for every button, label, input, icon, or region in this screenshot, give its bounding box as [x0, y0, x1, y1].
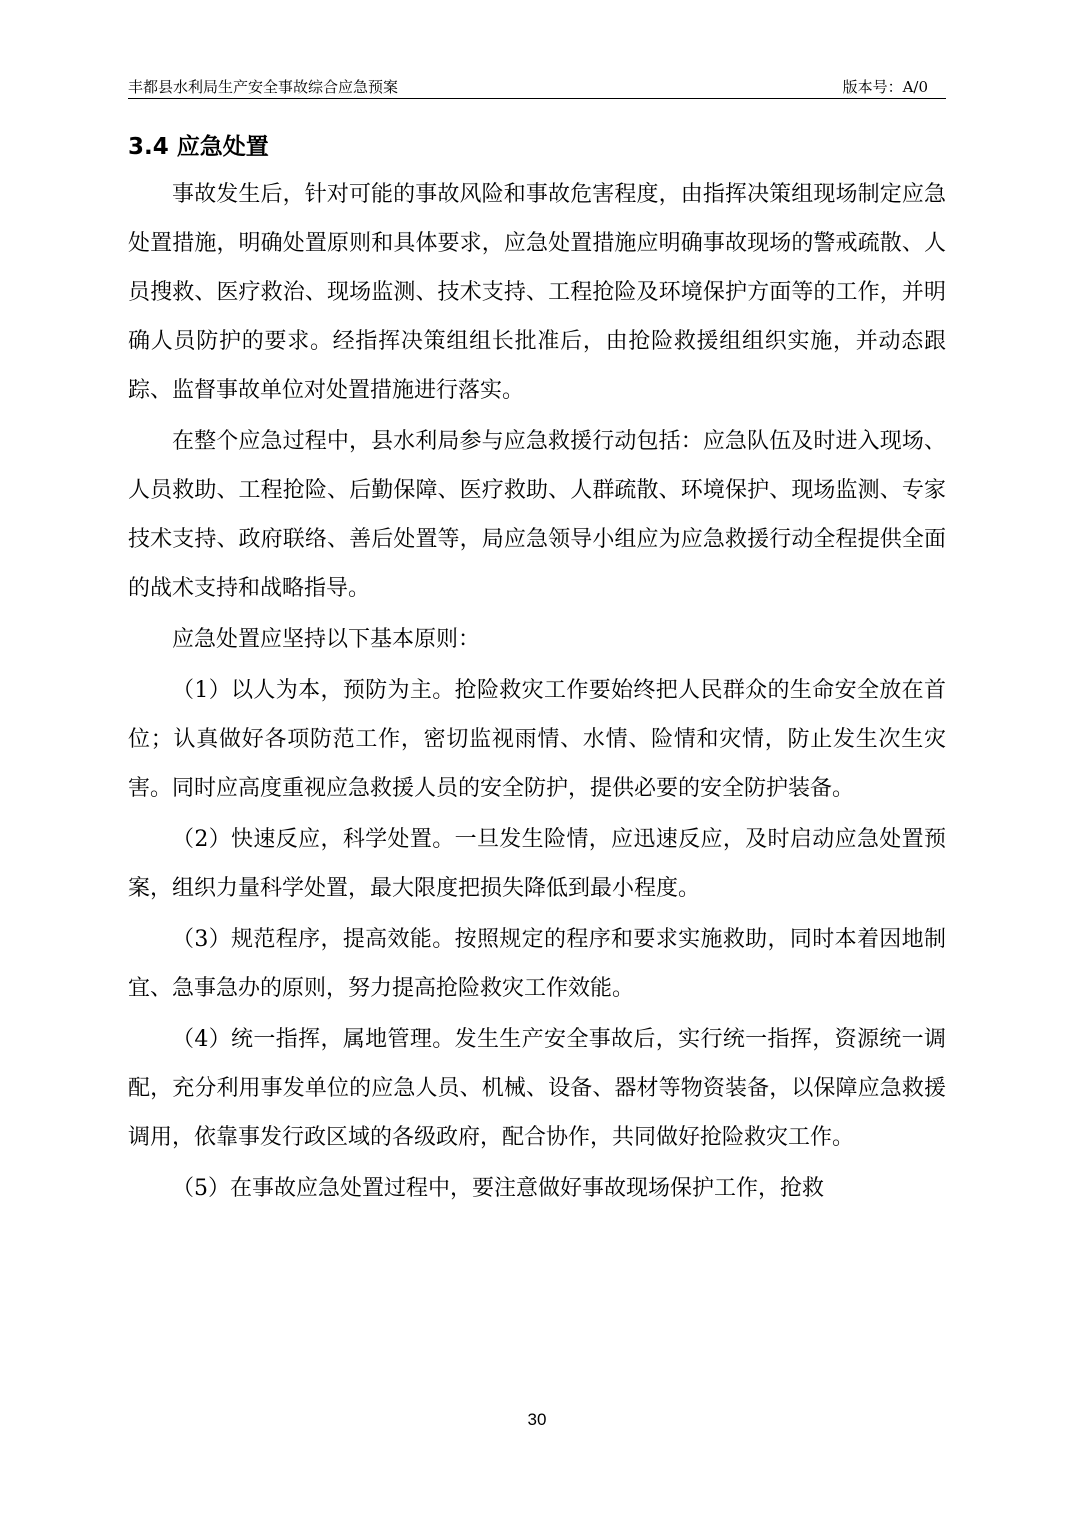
paragraph-principle-3: （3）规范程序，提高效能。按照规定的程序和要求实施救助，同时本着因地制宜、急事急办的原则，努力提高抢险救灾工作效能。 — [128, 927, 946, 1001]
document-title: 丰都县水利局生产安全事故综合应急预案 — [128, 78, 399, 96]
page-content — [128, 124, 946, 1215]
version-number: 版本号：A/0 — [842, 78, 928, 96]
paragraph-principles-intro: 应急处置应坚持以下基本原则： — [172, 627, 481, 652]
paragraph-emergency-actions: 在整个应急过程中，县水利局参与应急救援行动包括：应急队伍及时进入现场、人员救助、工程抢险、后勤保障、医疗救助、人群疏散、环境保护、现场监测、专家技术支持、政府联络、善后处置等，局应急领导小组应为应急救援行动全程提供全面的战术支持和战略指导。 — [128, 429, 946, 601]
paragraph-principle-5: （5）在事故应急处置过程中，要注意做好事故现场保护工作，抢救 — [172, 1176, 824, 1201]
page-header — [128, 76, 946, 99]
paragraph-principle-1: （1）以人为本，预防为主。抢险救灾工作要始终把人民群众的生命安全放在首位；认真做好各项防范工作，密切监视雨情、水情、险情和灾情，防止发生次生灾害。同时应高度重视应急救援人员的安全防护，提供必要的安全防护装备。 — [128, 678, 946, 801]
section-title: 3.4 应急处置 — [128, 134, 269, 160]
paragraph-incident-response: 事故发生后，针对可能的事故风险和事故危害程度，由指挥决策组现场制定应急处置措施，明确处置原则和具体要求，应急处置措施应明确事故现场的警戒疏散、人员搜救、医疗救治、现场监测、技术支持、工程抢险及环境保护方面等的工作，并明确人员防护的要求。经指挥决策组组长批准后，由抢险救援组组织实施，并动态跟踪、监督事故单位对处置措施进行落实。 — [128, 182, 946, 403]
paragraph-principle-2: （2）快速反应，科学处置。一旦发生险情，应迅速反应，及时启动应急处置预案，组织力量科学处置，最大限度把损失降低到最小程度。 — [128, 827, 946, 901]
paragraph-principle-4: （4）统一指挥，属地管理。发生生产安全事故后，实行统一指挥，资源统一调配，充分利用事发单位的应急人员、机械、设备、器材等物资装备，以保障应急救援调用，依靠事发行政区域的各级政府，配合协作，共同做好抢险救灾工作。 — [128, 1027, 946, 1150]
page-number: 30 — [527, 1410, 547, 1429]
